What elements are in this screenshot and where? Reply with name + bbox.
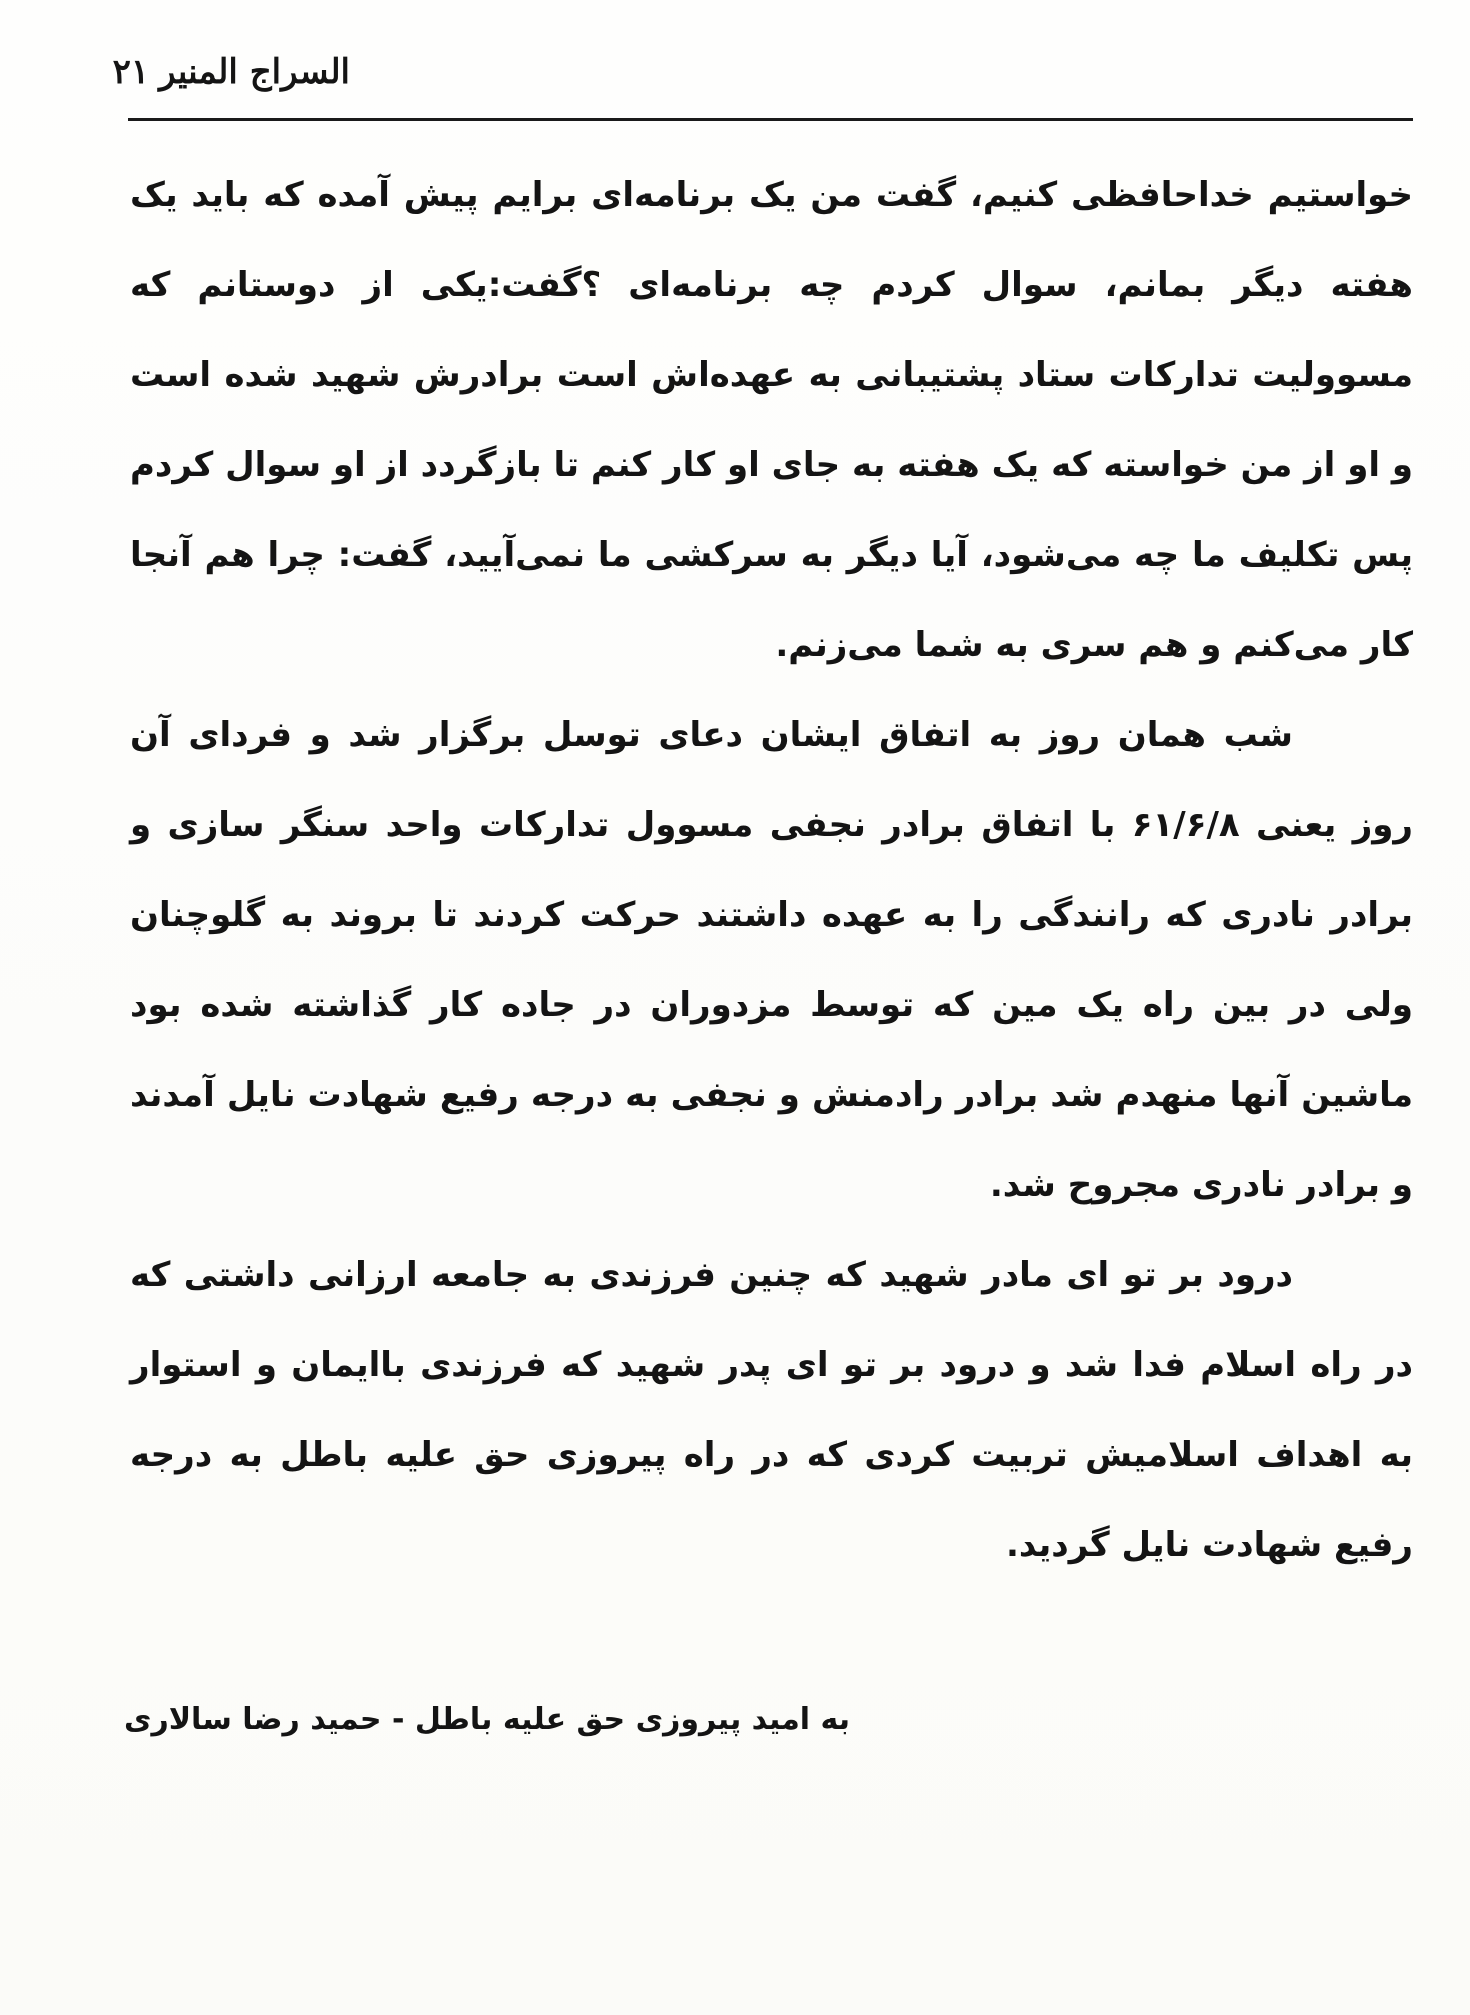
paragraph-2: شب همان روز به اتفاق ایشان دعای توسل برگزار شد و فردای آن روز یعنی ۶۱/۶/۸ با اتفاق برادر نجفی مسوول تدارکات واحد سنگر سازی و برادر نادری که رانندگی را به عهده داشتند حرکت کردند تا بروند به گلوچنان ولی در بین راه یک مین که توسط مزدوران در جاده کار گذاشته شده بود ماشین آنها منهدم شد برادر رادمنش و نجفی به درجه رفیع شهادت نایل آمدند و برادر نادری مجروح شد.	[130, 715, 1413, 1205]
paragraph-1: خواستیم خداحافظی کنیم، گفت من یک برنامه‌ای برایم پیش آمده که باید یک هفته دیگر بمانم، سوال کردم چه برنامه‌ای ؟گفت:یکی از دوستانم که مسوولیت تدارکات ستاد پشتیبانی به عهده‌اش است برادرش شهید شده است و او از من خواسته که یک هفته به جای او کار کنم تا بازگردد از او سوال کردم پس تکلیف ما چه می‌شود، آیا دیگر به سرکشی ما نمی‌آیید، گفت: چرا هم آنجا کار می‌کنم و هم سری به شما می‌زنم.	[130, 175, 1413, 665]
running-title: السراج المنیر	[159, 52, 350, 92]
signature-line: به امید پیروزی حق علیه باطل - حمید رضا سالاری	[123, 1702, 850, 1737]
page-number: ۲۱	[112, 52, 150, 92]
running-header	[112, 42, 350, 102]
paragraph-3: درود بر تو ای مادر شهید که چنین فرزندی به جامعه ارزانی داشتی که در راه اسلام فدا شد و درود بر تو ای پدر شهید که فرزندی باایمان و استوار به اهداف اسلامیش تربیت کردی که در راه پیروزی حق علیه باطل به درجه رفیع شهادت نایل گردید.	[130, 1255, 1413, 1565]
header-rule	[128, 118, 1413, 121]
body-text	[130, 150, 1413, 1590]
